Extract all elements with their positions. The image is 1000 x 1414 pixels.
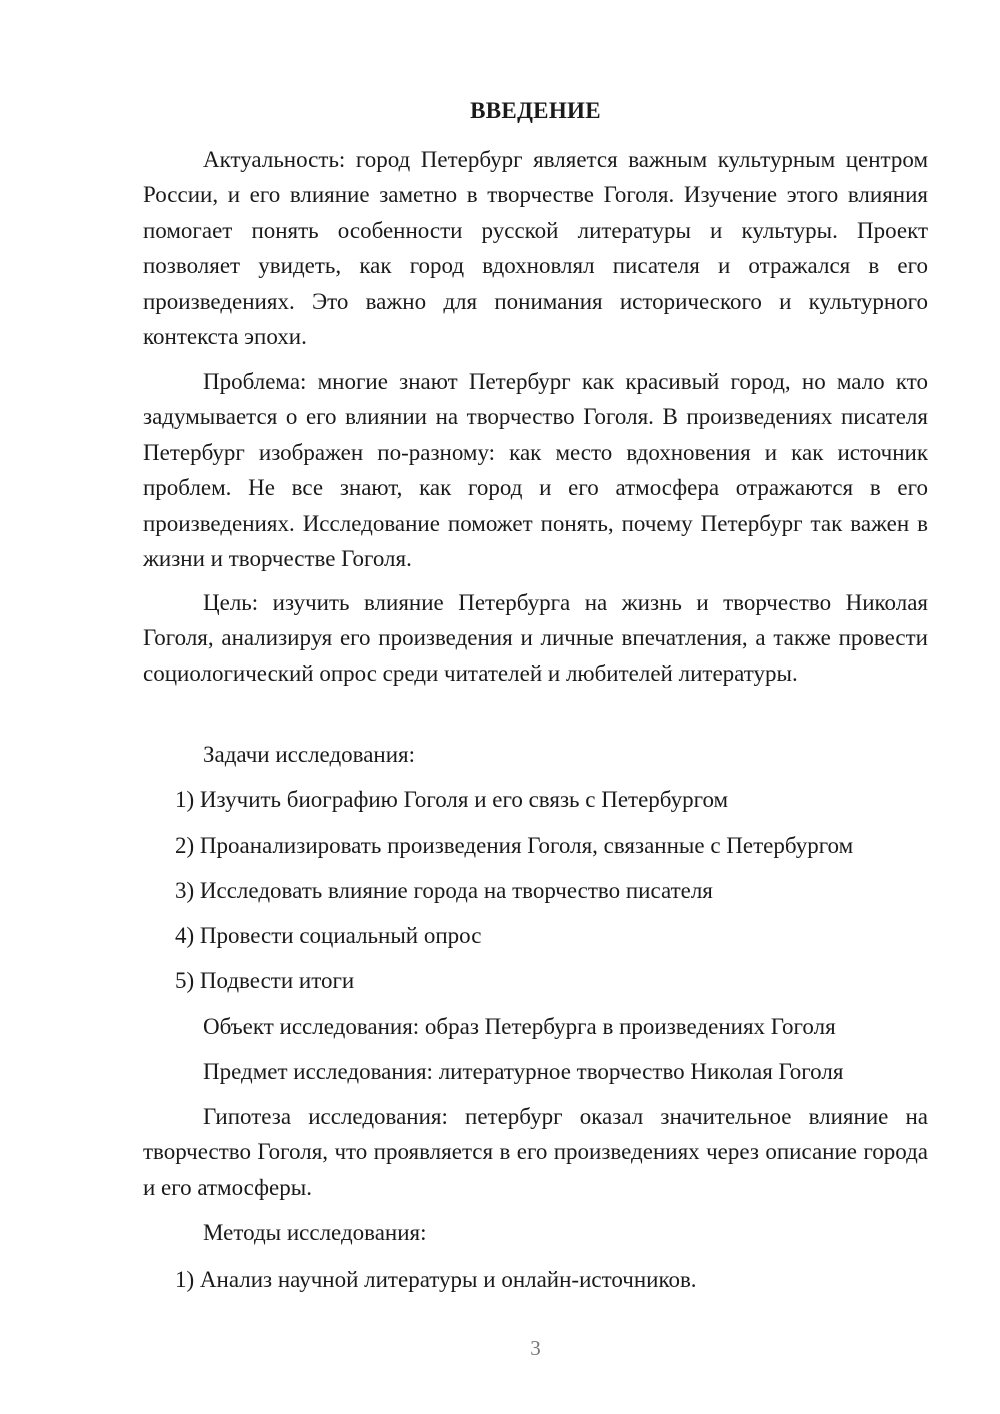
section-title: ВВЕДЕНИЕ xyxy=(470,98,601,123)
relevance-paragraph: Актуальность: город Петербург является важным культурным центром России, и его влияние заметно в творчестве Гоголя. Изучение этого влияния помогает понять особенности русской литературы и культуры. Проект позволяет увидеть, как город вдохновлял писателя и отражался в его произведениях. Это важно для понимания исторического и культурного контекста эпохи. xyxy=(143,147,928,350)
methods-heading: Методы исследования: xyxy=(203,1220,427,1245)
task-item: 4) Провести социальный опрос xyxy=(175,923,482,948)
hypothesis-paragraph: Гипотеза исследования: петербург оказал значительное влияние на творчество Гоголя, что проявляется в его произведениях через описание города и его атмосферы. xyxy=(143,1104,928,1200)
task-item: 5) Подвести итоги xyxy=(175,968,355,993)
page-number: 3 xyxy=(530,1336,541,1360)
task-item: 1) Изучить биографию Гоголя и его связь с Петербургом xyxy=(175,787,729,812)
problem-paragraph: Проблема: многие знают Петербург как красивый город, но мало кто задумывается о его влиянии на творчество Гоголя. В произведениях писателя Петербург изображен по-разному: как место вдохновения и как источник проблем. Не все знают, как город и его атмосфера отражаются в его произведениях. Исследование поможет понять, почему Петербург так важен в жизни и творчестве Гоголя. xyxy=(143,369,928,572)
task-item: 3) Исследовать влияние города на творчество писателя xyxy=(175,878,713,903)
method-item: 1) Анализ научной литературы и онлайн-источников. xyxy=(175,1267,697,1292)
task-item: 2) Проанализировать произведения Гоголя, связанные с Петербургом xyxy=(175,833,854,858)
goal-paragraph: Цель: изучить влияние Петербурга на жизнь и творчество Николая Гоголя, анализируя его произведения и личные впечатления, а также провести социологический опрос среди читателей и любителей литературы. xyxy=(143,590,928,686)
subject-line: Предмет исследования: литературное творчество Николая Гоголя xyxy=(203,1059,844,1084)
object-line: Объект исследования: образ Петербурга в произведениях Гоголя xyxy=(203,1014,836,1039)
document-page xyxy=(143,0,928,1414)
tasks-heading: Задачи исследования: xyxy=(203,742,416,767)
